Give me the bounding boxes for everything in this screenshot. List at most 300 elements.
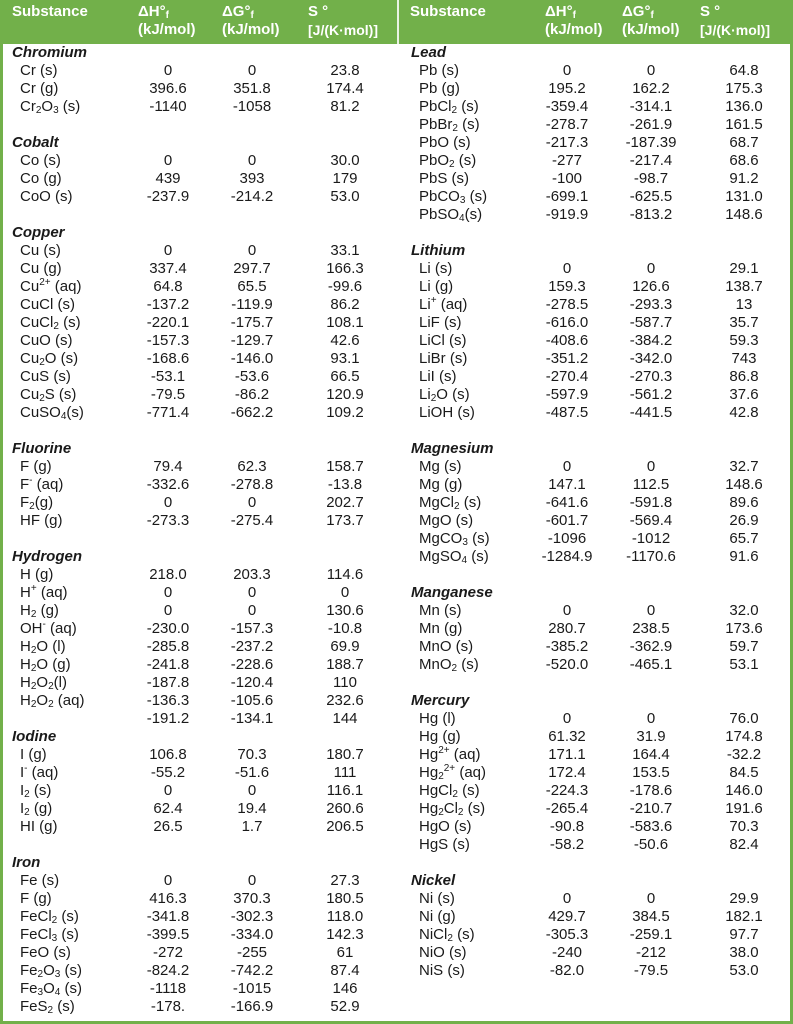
table-row bbox=[0, 404, 396, 422]
substance-name: NiS (s) bbox=[419, 962, 465, 979]
left-column bbox=[0, 44, 396, 1016]
group-title-chromium: Chromium bbox=[12, 44, 87, 61]
group-title-fluorine: Fluorine bbox=[12, 440, 72, 457]
table-row bbox=[399, 620, 793, 638]
substance-name: Ni (g) bbox=[419, 908, 456, 925]
enthalpy-value: 416.3 bbox=[149, 890, 187, 907]
gibbs-value: -662.2 bbox=[230, 404, 274, 421]
table-row bbox=[0, 782, 396, 800]
gibbs-value: 62.3 bbox=[237, 458, 267, 475]
gibbs-value: -302.3 bbox=[230, 908, 274, 925]
gibbs-value: -166.9 bbox=[230, 998, 274, 1015]
right-column bbox=[399, 44, 793, 980]
entropy-value: 84.5 bbox=[729, 764, 759, 781]
entropy-value: -99.6 bbox=[327, 278, 363, 295]
enthalpy-value: -1284.9 bbox=[541, 548, 593, 565]
substance-name: HgCl$_2$ (s) bbox=[419, 782, 480, 800]
gibbs-value: -50.6 bbox=[633, 836, 669, 853]
entropy-value: 42.8 bbox=[729, 404, 759, 421]
gibbs-value: -259.1 bbox=[629, 926, 673, 943]
header-gibbs-label: $\Delta G^\circ_f$ bbox=[222, 3, 254, 21]
entropy-value: 175.3 bbox=[725, 80, 763, 97]
enthalpy-value: -157.3 bbox=[146, 332, 190, 349]
enthalpy-value: -82.0 bbox=[549, 962, 585, 979]
substance-name: LiBr (s) bbox=[419, 350, 468, 367]
substance-name: $Li_2O$ (s) bbox=[419, 386, 470, 404]
entropy-value: 111 bbox=[333, 764, 357, 781]
enthalpy-value: 0 bbox=[562, 458, 572, 475]
substance-name: Cu (s) bbox=[20, 242, 61, 259]
enthalpy-value: 0 bbox=[562, 62, 572, 79]
table-row bbox=[0, 602, 396, 620]
enthalpy-value: 79.4 bbox=[153, 458, 183, 475]
group-spacer bbox=[0, 530, 396, 548]
gibbs-value: -129.7 bbox=[230, 332, 274, 349]
substance-name: PbO (s) bbox=[419, 134, 471, 151]
substance-name: HI (g) bbox=[20, 818, 58, 835]
table-row bbox=[399, 962, 793, 980]
table-row bbox=[399, 260, 793, 278]
gibbs-value: 126.6 bbox=[632, 278, 670, 295]
table-row bbox=[0, 512, 396, 530]
table-header bbox=[0, 0, 793, 44]
gibbs-value: -465.1 bbox=[629, 656, 673, 673]
header-entropy-label: S ° bbox=[700, 3, 721, 20]
substance-name: MgCl$_2$ (s) bbox=[419, 494, 482, 512]
enthalpy-value: 0 bbox=[163, 242, 173, 259]
entropy-value: 109.2 bbox=[326, 404, 364, 421]
gibbs-value: -342.0 bbox=[629, 350, 673, 367]
gibbs-value: 70.3 bbox=[237, 746, 267, 763]
entropy-value: 66.5 bbox=[330, 368, 360, 385]
entropy-value: 144 bbox=[332, 710, 358, 727]
substance-name: CuS (s) bbox=[20, 368, 71, 385]
table-row bbox=[399, 476, 793, 494]
entropy-value: 32.0 bbox=[729, 602, 759, 619]
table-row bbox=[399, 80, 793, 98]
substance-name: $I_2$ (s) bbox=[20, 782, 52, 800]
entropy-value: 179 bbox=[332, 170, 358, 187]
gibbs-value: 0 bbox=[247, 242, 257, 259]
enthalpy-value: 26.5 bbox=[153, 818, 183, 835]
substance-name: $Cu_2S$ (s) bbox=[20, 386, 77, 404]
table-row bbox=[0, 62, 396, 80]
header-enthalpy-label: $\Delta H^\circ_f$ bbox=[545, 3, 576, 21]
entropy-value: 232.6 bbox=[326, 692, 364, 709]
entropy-value: 59.7 bbox=[729, 638, 759, 655]
gibbs-value: 31.9 bbox=[636, 728, 666, 745]
substance-name: FeS$_2$ (s) bbox=[20, 998, 75, 1016]
enthalpy-value: -178. bbox=[150, 998, 186, 1015]
table-row bbox=[0, 584, 396, 602]
gibbs-value: -1058 bbox=[232, 98, 272, 115]
substance-name: LiOH (s) bbox=[419, 404, 475, 421]
gibbs-value: -293.3 bbox=[629, 296, 673, 313]
gibbs-value: 393 bbox=[239, 170, 265, 187]
enthalpy-value: -341.8 bbox=[146, 908, 190, 925]
group-spacer bbox=[399, 674, 793, 692]
gibbs-value: 0 bbox=[247, 584, 257, 601]
entropy-value: 191.6 bbox=[725, 800, 763, 817]
gibbs-value: -561.2 bbox=[629, 386, 673, 403]
substance-name: Co (g) bbox=[20, 170, 62, 187]
entropy-value: -32.2 bbox=[726, 746, 762, 763]
gibbs-value: -1015 bbox=[232, 980, 272, 997]
entropy-value: 148.6 bbox=[725, 476, 763, 493]
enthalpy-value: -487.5 bbox=[545, 404, 589, 421]
gibbs-value: -212 bbox=[635, 944, 667, 961]
entropy-value: 26.9 bbox=[729, 512, 759, 529]
enthalpy-value: -399.5 bbox=[146, 926, 190, 943]
gibbs-value: -591.8 bbox=[629, 494, 673, 511]
entropy-value: 148.6 bbox=[725, 206, 763, 223]
substance-name: $F_2(g)$ bbox=[20, 494, 54, 512]
table-row bbox=[399, 296, 793, 314]
header-gibbs-label: $\Delta G^\circ_f$ bbox=[622, 3, 654, 21]
substance-name: $Hg^{2+}$ (aq) bbox=[419, 745, 481, 763]
table-row bbox=[0, 656, 396, 674]
group-title-magnesium: Magnesium bbox=[411, 440, 494, 457]
enthalpy-value: -278.5 bbox=[545, 296, 589, 313]
entropy-value: 30.0 bbox=[330, 152, 360, 169]
table-row bbox=[0, 620, 396, 638]
entropy-value: 174.8 bbox=[725, 728, 763, 745]
substance-name: Pb (g) bbox=[419, 80, 460, 97]
table-row bbox=[0, 80, 396, 98]
table-row bbox=[0, 98, 396, 116]
group-spacer bbox=[399, 422, 793, 440]
enthalpy-value: -136.3 bbox=[146, 692, 190, 709]
entropy-value: 29.9 bbox=[729, 890, 759, 907]
gibbs-value: -214.2 bbox=[230, 188, 274, 205]
enthalpy-value: -771.4 bbox=[146, 404, 190, 421]
substance-name: PbSO$_4$(s) bbox=[419, 206, 483, 224]
gibbs-value: -119.9 bbox=[231, 296, 273, 313]
entropy-value: 69.9 bbox=[330, 638, 360, 655]
substance-name: FeCl$_3$ (s) bbox=[20, 926, 79, 944]
enthalpy-value: 0 bbox=[562, 602, 572, 619]
table-row bbox=[0, 368, 396, 386]
group-title-lithium: Lithium bbox=[411, 242, 466, 259]
entropy-value: 91.2 bbox=[729, 170, 759, 187]
substance-name: $H_2$ (g) bbox=[20, 602, 59, 620]
substance-name: $H_2O_2(l)$ bbox=[20, 674, 67, 692]
gibbs-value: -217.4 bbox=[629, 152, 673, 169]
table-row bbox=[399, 800, 793, 818]
gibbs-value: -255 bbox=[236, 944, 268, 961]
substance-name: $Hg_2Cl_2$ (s) bbox=[419, 800, 486, 818]
entropy-value: 182.1 bbox=[725, 908, 763, 925]
gibbs-value: -86.2 bbox=[234, 386, 270, 403]
substance-name: HgO (s) bbox=[419, 818, 472, 835]
enthalpy-value: -385.2 bbox=[545, 638, 589, 655]
table-row bbox=[0, 800, 396, 818]
substance-name: F (g) bbox=[20, 890, 52, 907]
entropy-value: 53.1 bbox=[729, 656, 759, 673]
table-row bbox=[399, 152, 793, 170]
enthalpy-value: 280.7 bbox=[548, 620, 586, 637]
gibbs-value: -105.6 bbox=[230, 692, 274, 709]
gibbs-value: 0 bbox=[646, 602, 656, 619]
gibbs-value: 203.3 bbox=[233, 566, 271, 583]
entropy-value: 180.5 bbox=[326, 890, 364, 907]
group-title-nickel: Nickel bbox=[411, 872, 456, 889]
substance-name: Li (g) bbox=[419, 278, 454, 295]
enthalpy-value: 439 bbox=[155, 170, 181, 187]
enthalpy-value: -187.8 bbox=[146, 674, 190, 691]
substance-name: NiO (s) bbox=[419, 944, 467, 961]
entropy-value: 86.8 bbox=[729, 368, 759, 385]
enthalpy-value: 171.1 bbox=[548, 746, 586, 763]
substance-name: LiF (s) bbox=[419, 314, 462, 331]
gibbs-value: 153.5 bbox=[632, 764, 670, 781]
entropy-value: 23.8 bbox=[330, 62, 360, 79]
entropy-value: 52.9 bbox=[330, 998, 360, 1015]
gibbs-value: -583.6 bbox=[629, 818, 673, 835]
substance-name: Fe (s) bbox=[20, 872, 60, 889]
gibbs-value: -441.5 bbox=[629, 404, 673, 421]
entropy-value: 42.6 bbox=[330, 332, 360, 349]
enthalpy-value: -79.5 bbox=[150, 386, 186, 403]
entropy-value: 64.8 bbox=[729, 62, 759, 79]
header-gibbs-left bbox=[222, 3, 280, 39]
table-row bbox=[399, 530, 793, 548]
gibbs-value: 0 bbox=[247, 782, 257, 799]
table-row bbox=[0, 962, 396, 980]
entropy-value: 114.6 bbox=[326, 566, 364, 583]
table-row bbox=[399, 512, 793, 530]
entropy-value: 82.4 bbox=[729, 836, 759, 853]
enthalpy-value: -408.6 bbox=[545, 332, 589, 349]
entropy-value: 260.6 bbox=[326, 800, 364, 817]
enthalpy-value: -641.6 bbox=[545, 494, 589, 511]
group-title-mercury: Mercury bbox=[411, 692, 470, 709]
enthalpy-value: -240 bbox=[551, 944, 583, 961]
enthalpy-value: -270.4 bbox=[545, 368, 589, 385]
table-row bbox=[399, 656, 793, 674]
substance-name: PbS (s) bbox=[419, 170, 470, 187]
enthalpy-value: 0 bbox=[163, 62, 173, 79]
substance-name: Cr (g) bbox=[20, 80, 59, 97]
substance-name: HF (g) bbox=[20, 512, 63, 529]
gibbs-value: -261.9 bbox=[629, 116, 673, 133]
enthalpy-value: -285.8 bbox=[146, 638, 190, 655]
entropy-value: 68.6 bbox=[729, 152, 759, 169]
entropy-value: 53.0 bbox=[729, 962, 759, 979]
substance-name: $I_2$ (g) bbox=[20, 800, 53, 818]
table-row bbox=[399, 710, 793, 728]
substance-name: $H_2O$ (l) bbox=[20, 638, 66, 656]
table-row bbox=[399, 836, 793, 854]
entropy-value: 65.7 bbox=[729, 530, 759, 547]
substance-name: H (g) bbox=[20, 566, 54, 583]
substance-name: F (g) bbox=[20, 458, 52, 475]
gibbs-value: 0 bbox=[646, 890, 656, 907]
entropy-value: 743 bbox=[731, 350, 757, 367]
entropy-value: 35.7 bbox=[729, 314, 759, 331]
table-row bbox=[0, 926, 396, 944]
enthalpy-value: -601.7 bbox=[545, 512, 589, 529]
entropy-value: -13.8 bbox=[327, 476, 363, 493]
table-row bbox=[0, 170, 396, 188]
entropy-value: 81.2 bbox=[330, 98, 360, 115]
substance-name: H+ (aq) bbox=[20, 583, 68, 601]
gibbs-value: 65.5 bbox=[237, 278, 267, 295]
header-substance-right: Substance bbox=[410, 3, 486, 20]
enthalpy-value: 0 bbox=[562, 890, 572, 907]
substance-name: CuCl (s) bbox=[20, 296, 75, 313]
enthalpy-value: 172.4 bbox=[548, 764, 586, 781]
entropy-value: 136.0 bbox=[725, 98, 763, 115]
group-title-iodine: Iodine bbox=[12, 728, 57, 745]
substance-name: $Cr_2O_3$ (s) bbox=[20, 98, 81, 116]
table-row bbox=[0, 332, 396, 350]
entropy-value: 180.7 bbox=[326, 746, 364, 763]
enthalpy-value: -520.0 bbox=[545, 656, 589, 673]
substance-name: $H_2O_2$ (aq) bbox=[20, 692, 85, 710]
table-row bbox=[0, 278, 396, 296]
gibbs-value: 0 bbox=[646, 710, 656, 727]
entropy-value: 38.0 bbox=[729, 944, 759, 961]
entropy-value: 0 bbox=[340, 584, 350, 601]
group-spacer bbox=[399, 224, 793, 242]
gibbs-value: -569.4 bbox=[629, 512, 673, 529]
substance-name: MgSO$_4$ (s) bbox=[419, 548, 489, 566]
gibbs-value: -1012 bbox=[631, 530, 671, 547]
enthalpy-value: 62.4 bbox=[153, 800, 183, 817]
group-title-hydrogen: Hydrogen bbox=[12, 548, 83, 565]
entropy-value: -10.8 bbox=[327, 620, 363, 637]
substance-name: FeO (s) bbox=[20, 944, 71, 961]
entropy-value: 97.7 bbox=[729, 926, 759, 943]
gibbs-value: 0 bbox=[247, 494, 257, 511]
table-row bbox=[0, 566, 396, 584]
table-row bbox=[0, 152, 396, 170]
enthalpy-value: -332.6 bbox=[146, 476, 190, 493]
table-row bbox=[399, 818, 793, 836]
gibbs-value: 0 bbox=[646, 458, 656, 475]
substance-name: Hg (l) bbox=[419, 710, 456, 727]
enthalpy-value: -272 bbox=[152, 944, 184, 961]
substance-name: FeCl$_2$ (s) bbox=[20, 908, 79, 926]
gibbs-value: -1170.6 bbox=[626, 548, 676, 565]
substance-name: MgCO$_3$ (s) bbox=[419, 530, 490, 548]
substance-name: Li+ (aq) bbox=[419, 295, 468, 313]
entropy-value: 70.3 bbox=[729, 818, 759, 835]
entropy-value: 118.0 bbox=[326, 908, 364, 925]
table-row bbox=[0, 242, 396, 260]
table-row bbox=[0, 494, 396, 512]
enthalpy-value: -265.4 bbox=[545, 800, 589, 817]
enthalpy-value: 0 bbox=[562, 710, 572, 727]
enthalpy-value: -919.9 bbox=[545, 206, 589, 223]
header-enthalpy-left bbox=[138, 3, 196, 39]
substance-name: Li (s) bbox=[419, 260, 453, 277]
table-row bbox=[0, 890, 396, 908]
enthalpy-value: 0 bbox=[163, 584, 173, 601]
table-row bbox=[399, 98, 793, 116]
table-row bbox=[0, 260, 396, 278]
table-row bbox=[399, 764, 793, 782]
group-title-copper: Copper bbox=[12, 224, 65, 241]
entropy-value: 89.6 bbox=[729, 494, 759, 511]
table-row bbox=[0, 692, 396, 710]
entropy-value: 108.1 bbox=[326, 314, 364, 331]
substance-name: $Hg_2^{2+}$ (aq) bbox=[419, 763, 486, 782]
entropy-value: 120.9 bbox=[326, 386, 364, 403]
table-row bbox=[0, 980, 396, 998]
table-row bbox=[399, 350, 793, 368]
entropy-value: 206.5 bbox=[326, 818, 364, 835]
header-entropy-right bbox=[700, 3, 770, 39]
header-entropy-unit: [J/(K·mol)] bbox=[308, 22, 378, 38]
header-gibbs-unit: (kJ/mol) bbox=[622, 21, 680, 38]
substance-name: Mg (s) bbox=[419, 458, 462, 475]
enthalpy-value: 147.1 bbox=[548, 476, 586, 493]
table-row bbox=[0, 458, 396, 476]
gibbs-value: 370.3 bbox=[233, 890, 271, 907]
group-spacer bbox=[399, 566, 793, 584]
enthalpy-value: -220.1 bbox=[146, 314, 190, 331]
entropy-value: 61 bbox=[336, 944, 354, 961]
gibbs-value: -98.7 bbox=[633, 170, 669, 187]
entropy-value: 161.5 bbox=[725, 116, 763, 133]
substance-name: Cr (s) bbox=[20, 62, 58, 79]
table-row bbox=[399, 368, 793, 386]
gibbs-value: -157.3 bbox=[230, 620, 274, 637]
enthalpy-value: 159.3 bbox=[548, 278, 586, 295]
substance-name: NiCl$_2$ (s) bbox=[419, 926, 475, 944]
table-row bbox=[0, 944, 396, 962]
group-title-lead: Lead bbox=[411, 44, 447, 61]
gibbs-value: -187.39 bbox=[625, 134, 677, 151]
substance-name: PbBr$_2$ (s) bbox=[419, 116, 480, 134]
entropy-value: 188.7 bbox=[326, 656, 364, 673]
entropy-value: 59.3 bbox=[729, 332, 759, 349]
substance-name: I (g) bbox=[20, 746, 47, 763]
entropy-value: 174.4 bbox=[326, 80, 364, 97]
entropy-value: 53.0 bbox=[330, 188, 360, 205]
enthalpy-value: -224.3 bbox=[545, 782, 589, 799]
gibbs-value: -178.6 bbox=[629, 782, 673, 799]
table-row bbox=[399, 332, 793, 350]
group-spacer bbox=[0, 836, 396, 854]
enthalpy-value: -1096 bbox=[547, 530, 587, 547]
gibbs-value: -228.6 bbox=[230, 656, 274, 673]
substance-name: CuSO$_4$(s) bbox=[20, 404, 84, 422]
table-row bbox=[0, 386, 396, 404]
enthalpy-value: -237.9 bbox=[146, 188, 190, 205]
table-row bbox=[399, 746, 793, 764]
header-entropy-unit: [J/(K·mol)] bbox=[700, 22, 770, 38]
enthalpy-value: -1140 bbox=[149, 98, 187, 115]
entropy-value: 29.1 bbox=[729, 260, 759, 277]
substance-name: $Cu^{2+}$ (aq) bbox=[20, 277, 82, 295]
entropy-value: 173.7 bbox=[326, 512, 364, 529]
group-title-manganese: Manganese bbox=[411, 584, 493, 601]
gibbs-value: 164.4 bbox=[632, 746, 670, 763]
substance-name: LiCl (s) bbox=[419, 332, 467, 349]
gibbs-value: -742.2 bbox=[230, 962, 274, 979]
table-row bbox=[0, 818, 396, 836]
substance-name: Cu (g) bbox=[20, 260, 62, 277]
gibbs-value: 238.5 bbox=[632, 620, 670, 637]
substance-name: PbO$_2$ (s) bbox=[419, 152, 477, 170]
table-row bbox=[399, 944, 793, 962]
enthalpy-value: -277 bbox=[551, 152, 583, 169]
substance-name: I- (aq) bbox=[20, 763, 59, 781]
gibbs-value: -51.6 bbox=[234, 764, 270, 781]
